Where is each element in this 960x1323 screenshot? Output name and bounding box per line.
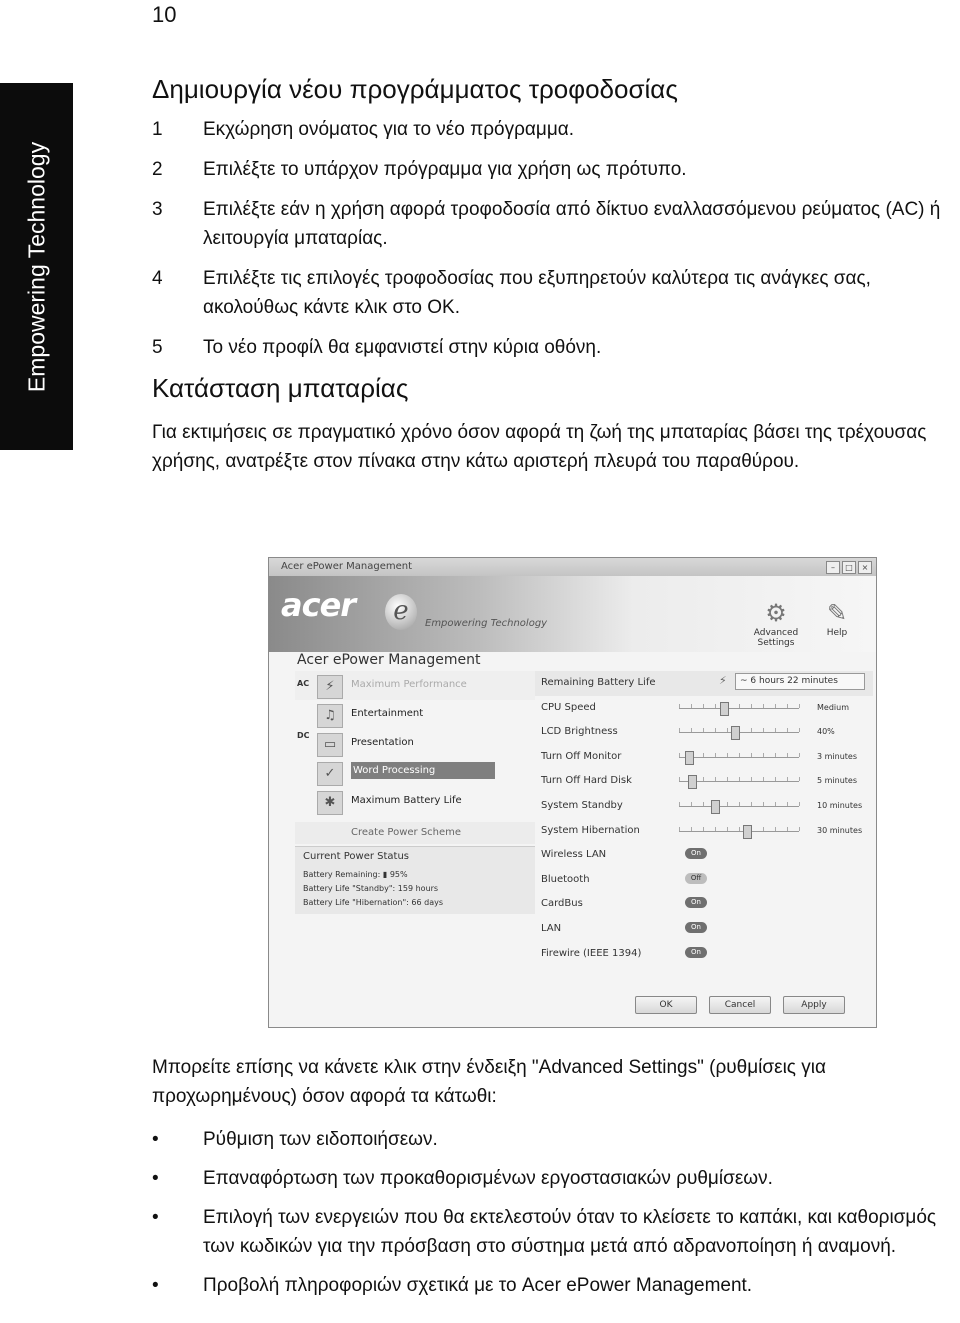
- slider-tick: [679, 827, 680, 831]
- ok-button[interactable]: OK: [635, 996, 697, 1014]
- performance-icon: ⚡: [317, 675, 343, 699]
- slider-tick: [739, 753, 740, 757]
- setting-label: Bluetooth: [541, 873, 590, 885]
- mode-label: Word Processing: [351, 762, 495, 779]
- slider-track[interactable]: [679, 831, 799, 832]
- dc-label: DC: [297, 731, 310, 740]
- setting-label: LAN: [541, 922, 562, 934]
- advanced-settings-button[interactable]: [747, 598, 805, 648]
- slider-tick: [727, 827, 728, 831]
- create-power-scheme-button[interactable]: Create Power Scheme: [295, 822, 535, 844]
- acer-logo: acer: [281, 586, 356, 624]
- mode-presentation[interactable]: [295, 729, 535, 758]
- slider-row: [535, 819, 873, 844]
- slider-tick: [715, 728, 716, 732]
- status-line: [303, 868, 527, 882]
- step-number: 4: [152, 268, 163, 289]
- step-text: Επιλέξτε εάν η χρήση αφορά τροφοδοσία από δίκτυο εναλλασσόμενου ρεύματος (AC) ή λειτουργία μπαταρίας.: [203, 199, 941, 249]
- list-item: [152, 195, 960, 253]
- slider-tick: [715, 753, 716, 757]
- list-item-text: Επαναφόρτωση των προκαθορισμένων εργοστασιακών ρυθμίσεων.: [203, 1168, 773, 1189]
- slider-track[interactable]: [679, 781, 799, 782]
- slider-tick: [703, 704, 704, 708]
- help-button[interactable]: [817, 598, 857, 638]
- apply-button[interactable]: Apply: [783, 996, 845, 1014]
- slider-tick: [751, 777, 752, 781]
- setting-label: Turn Off Monitor: [541, 750, 622, 762]
- battery-remaining-label: Battery Remaining:: [303, 870, 381, 879]
- slider-tick: [703, 777, 704, 781]
- banner: [269, 576, 876, 652]
- list-item: [152, 155, 960, 184]
- slider-tick: [739, 827, 740, 831]
- slider-tick: [799, 827, 800, 831]
- list-item-text: Ρύθμιση των ειδοποιήσεων.: [203, 1129, 438, 1150]
- toggle-row: [535, 843, 873, 868]
- slider-tick: [799, 802, 800, 806]
- toggle-row: [535, 892, 873, 917]
- slider-tick: [787, 704, 788, 708]
- section-title-new-scheme: Δημιουργία νέου προγράμματος τροφοδοσίας: [152, 74, 678, 104]
- slider-row: [535, 696, 873, 721]
- window-title: Acer ePower Management: [281, 561, 413, 572]
- slider-tick: [775, 827, 776, 831]
- section-title-battery-status: Κατάσταση μπαταρίας: [152, 373, 409, 403]
- slider-tick: [679, 802, 680, 806]
- setting-value: 3 minutes: [817, 751, 858, 761]
- slider-tick: [691, 704, 692, 708]
- slider-tick: [739, 802, 740, 806]
- settings-panel: [535, 671, 873, 966]
- list-item: [152, 1164, 960, 1193]
- toggle-switch[interactable]: Off: [685, 873, 707, 884]
- power-schemes-panel: [295, 671, 535, 914]
- slider-tick: [751, 728, 752, 732]
- toggle-switch[interactable]: On: [685, 947, 707, 958]
- mode-label: Entertainment: [351, 708, 424, 719]
- mode-label: Maximum Battery Life: [351, 795, 462, 806]
- slider-track[interactable]: [679, 732, 799, 733]
- window-titlebar: [269, 558, 876, 576]
- setting-value: 10 minutes: [817, 800, 863, 810]
- slider-tick: [703, 728, 704, 732]
- battery-life-icon: ✱: [317, 791, 343, 815]
- empowering-e-icon: e: [385, 594, 417, 630]
- help-label: Help: [826, 628, 848, 638]
- standby-label: Battery Life "Standby":: [303, 884, 396, 893]
- slider-tick: [703, 827, 704, 831]
- slider-track[interactable]: [679, 757, 799, 758]
- slider-tick: [787, 827, 788, 831]
- slider-row: [535, 720, 873, 745]
- current-power-status: [295, 846, 535, 914]
- list-item-text: Προβολή πληροφοριών σχετικά με το Acer ePower Management.: [203, 1275, 753, 1296]
- setting-label: LCD Brightness: [541, 726, 618, 738]
- window-controls: [826, 561, 872, 574]
- setting-label: Wireless LAN: [541, 849, 607, 861]
- status-line: [303, 882, 527, 896]
- status-line: [303, 896, 527, 910]
- mode-label: Presentation: [351, 737, 414, 748]
- main-content: [152, 74, 960, 476]
- step-number: 5: [152, 337, 163, 358]
- list-item: [152, 333, 960, 362]
- battery-icon: ▮: [382, 870, 388, 879]
- slider-track[interactable]: [679, 708, 799, 709]
- word-processing-icon: ✓: [317, 762, 343, 786]
- advanced-settings-label: Advanced Settings: [753, 628, 799, 648]
- slider-thumb[interactable]: [720, 702, 729, 716]
- list-item: [152, 1271, 960, 1300]
- toggle-switch[interactable]: On: [685, 897, 707, 908]
- slider-tick: [739, 704, 740, 708]
- advanced-settings-section: [152, 1053, 960, 1310]
- step-text: Επιλέξτε το υπάρχον πρόγραμμα για χρήση ως πρότυπο.: [203, 159, 687, 180]
- slider-tick: [763, 827, 764, 831]
- step-number: 3: [152, 199, 163, 220]
- slider-tick: [751, 802, 752, 806]
- slider-tick: [715, 777, 716, 781]
- toggle-row: [535, 942, 873, 967]
- slider-thumb[interactable]: [731, 726, 740, 740]
- slider-tick: [799, 704, 800, 708]
- battery-status-paragraph: Για εκτιμήσεις σε πραγματικό χρόνο όσον αφορά τη ζωή της μπαταρίας βάσει της τρέχουσας χρήσης, ανατρέξτε στον πίνακα στην κάτω αριστερή πλευρά του παραθύρου.: [152, 422, 927, 472]
- setting-label: Turn Off Hard Disk: [541, 775, 632, 787]
- remaining-battery-row: [535, 671, 873, 696]
- advanced-settings-icon: ⚙: [765, 599, 787, 627]
- step-number: 1: [152, 119, 163, 140]
- steps-list: [152, 115, 960, 362]
- slider-tick: [727, 728, 728, 732]
- slider-tick: [715, 704, 716, 708]
- page-number: 10: [152, 2, 177, 27]
- minimize-icon[interactable]: –: [826, 561, 840, 574]
- slider-tick: [763, 704, 764, 708]
- slider-row: [535, 794, 873, 819]
- slider-tick: [727, 753, 728, 757]
- bullet: •: [152, 1207, 159, 1228]
- step-text: Εκχώρηση ονόματος για το νέο πρόγραμμα.: [203, 119, 575, 140]
- hibernation-label: Battery Life "Hibernation":: [303, 898, 409, 907]
- setting-label: CPU Speed: [541, 701, 596, 713]
- mode-maximum-battery-life[interactable]: [295, 787, 535, 816]
- slider-tick: [751, 704, 752, 708]
- slider-tick: [775, 753, 776, 757]
- slider-tick: [751, 753, 752, 757]
- epower-screenshot: [268, 557, 877, 1028]
- slider-thumb[interactable]: [685, 751, 694, 765]
- slider-tick: [691, 827, 692, 831]
- slider-row: [535, 745, 873, 770]
- setting-label: System Hibernation: [541, 824, 640, 836]
- help-icon: ✎: [826, 599, 848, 627]
- close-icon[interactable]: ×: [858, 561, 872, 574]
- mode-entertainment[interactable]: [295, 700, 535, 729]
- remaining-value: ~ 6 hours 22 minutes: [735, 673, 865, 690]
- list-item-text: Επιλογή των ενεργειών που θα εκτελεστούν όταν το κλείσετε το καπάκι, και καθορισμός των κωδικών για την πρόσβαση στο σύστημα μετά από αδρανοποίηση ή αναμονή.: [203, 1207, 937, 1257]
- setting-label: Firewire (IEEE 1394): [541, 947, 642, 959]
- list-item: [152, 115, 960, 144]
- slider-tick: [703, 753, 704, 757]
- banner-tagline: Empowering Technology: [425, 618, 548, 629]
- step-text: Επιλέξτε τις επιλογές τροφοδοσίας που εξυπηρετούν καλύτερα τις ανάγκες σας, ακολούθως κάντε κλικ στο OK.: [203, 268, 871, 318]
- slider-tick: [799, 753, 800, 757]
- advanced-settings-paragraph: Μπορείτε επίσης να κάνετε κλικ στην ένδειξη "Advanced Settings" (ρυθμίσεις για προχωρημένους) όσον αφορά τα κάτωθι:: [152, 1057, 826, 1107]
- slider-track[interactable]: [679, 806, 799, 807]
- slider-tick: [787, 802, 788, 806]
- setting-label: System Standby: [541, 799, 623, 811]
- cancel-button[interactable]: Cancel: [709, 996, 771, 1014]
- maximize-icon[interactable]: □: [842, 561, 856, 574]
- slider-thumb[interactable]: [688, 775, 697, 789]
- slider-tick: [679, 704, 680, 708]
- battery-remaining-value: 95%: [389, 870, 408, 879]
- slider-tick: [763, 728, 764, 732]
- remaining-label: Remaining Battery Life: [541, 677, 656, 688]
- battery-plug-icon: ⚡: [719, 674, 727, 687]
- toggle-row: [535, 917, 873, 942]
- slider-tick: [775, 728, 776, 732]
- slider-tick: [703, 802, 704, 806]
- standby-value: 159 hours: [397, 884, 439, 893]
- slider-tick: [691, 728, 692, 732]
- slider-thumb[interactable]: [711, 800, 720, 814]
- toggle-switch[interactable]: On: [685, 848, 707, 859]
- slider-tick: [727, 777, 728, 781]
- side-tab: [0, 83, 73, 450]
- slider-tick: [727, 802, 728, 806]
- app-title: Acer ePower Management: [297, 652, 481, 668]
- slider-row: [535, 769, 873, 794]
- toggle-switch[interactable]: On: [685, 922, 707, 933]
- setting-label: CardBus: [541, 898, 583, 910]
- slider-tick: [799, 777, 800, 781]
- slider-tick: [763, 802, 764, 806]
- side-tab-label: Empowering Technology: [23, 141, 49, 392]
- presentation-icon: ▭: [317, 733, 343, 757]
- slider-thumb[interactable]: [743, 825, 752, 839]
- toggle-row: [535, 868, 873, 893]
- mode-maximum-performance[interactable]: [295, 671, 535, 700]
- slider-tick: [715, 827, 716, 831]
- list-item: [152, 1125, 960, 1154]
- list-item: [152, 264, 960, 322]
- step-number: 2: [152, 159, 163, 180]
- slider-tick: [799, 728, 800, 732]
- hibernation-value: 66 days: [411, 898, 444, 907]
- advanced-settings-list: [152, 1125, 960, 1300]
- setting-value: 5 minutes: [817, 776, 858, 786]
- slider-tick: [775, 704, 776, 708]
- slider-tick: [763, 777, 764, 781]
- slider-tick: [775, 802, 776, 806]
- setting-value: 40%: [817, 727, 835, 737]
- bullet: •: [152, 1168, 159, 1189]
- slider-tick: [787, 753, 788, 757]
- bullet: •: [152, 1129, 159, 1150]
- slider-tick: [739, 777, 740, 781]
- step-text: Το νέο προφίλ θα εμφανιστεί στην κύρια οθόνη.: [203, 337, 602, 358]
- slider-tick: [763, 753, 764, 757]
- slider-tick: [787, 728, 788, 732]
- mode-word-processing[interactable]: [295, 758, 535, 787]
- dialog-buttons: [635, 996, 845, 1014]
- list-item: [152, 1203, 960, 1261]
- slider-tick: [679, 777, 680, 781]
- slider-tick: [775, 777, 776, 781]
- setting-value: 30 minutes: [817, 825, 863, 835]
- entertainment-icon: ♫: [317, 704, 343, 728]
- mode-label: Maximum Performance: [351, 679, 467, 690]
- slider-tick: [679, 753, 680, 757]
- slider-tick: [787, 777, 788, 781]
- status-title: Current Power Status: [303, 851, 410, 862]
- setting-value: Medium: [817, 702, 849, 712]
- bullet: •: [152, 1275, 159, 1296]
- slider-tick: [691, 802, 692, 806]
- slider-tick: [679, 728, 680, 732]
- ac-label: AC: [297, 679, 310, 688]
